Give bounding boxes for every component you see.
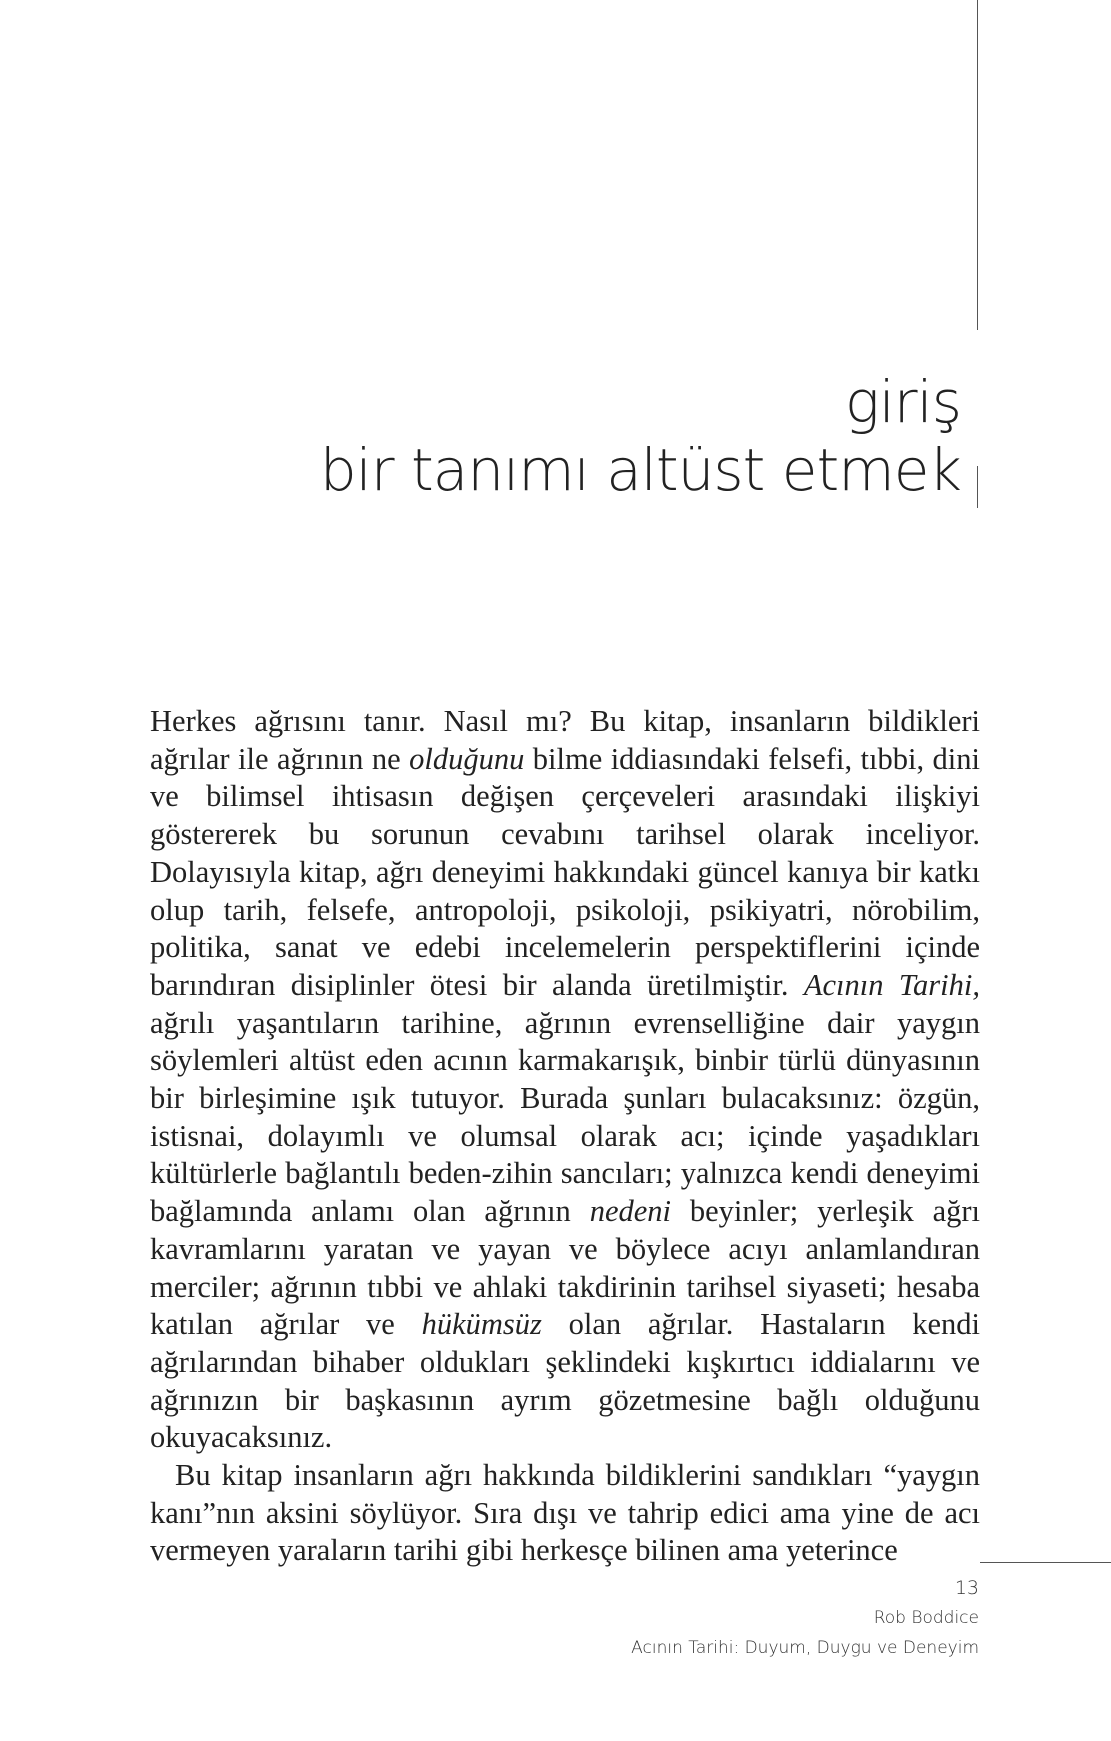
chapter-label: giriş [844,368,961,436]
paragraph-2: Bu kitap insanların ağrı hakkında bildiklerini sandıkları “yaygın kanı”nın aksini söylüyor. Sıra dışı ve tahrip edici ama yine de acı vermeyen yaraların tarihi gibi herkesçe bilinen ama yeterince [150,1458,980,1568]
vertical-rule-title [977,466,978,508]
italic-run: nedeni [589,1194,671,1229]
text-run: ağrılı yaşantıların tarihine, ağrının evrenselliğine dair yaygın söylemleri altüst eden acının karmakarışık, binbir türlü dünyasının bir birleşimine ışık tutuyor. Burada şunları bulacaksınız: özgün, istisnai, dolayımlı ve olumsal olarak acı; içinde yaşadıkları kültürlerle bağlantılı beden-zihin sancıları; yalnızca kendi deneyimi bağlamında anlamı olan ağrının [150,1005,980,1229]
paragraph-1 [150,703,980,1457]
italic-run: olduğunu [409,741,525,776]
footer-author: Rob Boddice [873,1608,979,1628]
italic-run: Acının Tarihi, [803,967,980,1002]
page-footer [631,1573,979,1663]
chapter-title: bir tanımı altüst etmek [319,436,961,504]
body-text [150,703,980,1570]
footer-book-title: Acının Tarihi: Duyum, Duygu ve Deneyim [631,1638,979,1658]
footer-rule [980,1562,1111,1563]
text-run: beyinler; yerleşik ağrı kavramlarını yaratan ve yayan ve böylece acıyı anlamlandıran merciler; ağrının tıbbi ve ahlaki takdirinin tarihsel siyaseti; hesaba katılan ağrılar ve [150,1194,980,1342]
italic-run: hükümsüz [421,1307,542,1342]
vertical-rule-top [977,0,978,330]
text-run: olan ağrılar. Hastaların kendi ağrılarından bihaber oldukları şeklindeki kışkırtıcı iddialarını ve ağrınızın bir başkasının ayrım gözetmesine bağlı olduğunu okuyacaksınız. [150,1307,980,1455]
page-number: 13 [954,1577,979,1599]
chapter-heading [320,368,961,504]
text-run: bilme iddiasındaki felsefi, tıbbi, dini ve bilimsel ihtisasın değişen çerçeveleri arasındaki ilişkiyi göstererek bu sorunun cevabını tarihsel olarak inceliyor. Dolayısıyla kitap, ağrı deneyimi hakkındaki güncel kanıya bir katkı olup tarih, felsefe, antropoloji, psikoloji, psikiyatri, nörobilim, politika, sanat ve edebi incelemelerin perspektiflerini içinde barındıran disiplinler ötesi bir alanda üretilmiştir. [150,741,980,1002]
text-run: Herkes ağrısını tanır. Nasıl mı? Bu kitap, insanların bildikleri ağrılar ile ağrının ne [150,704,980,776]
